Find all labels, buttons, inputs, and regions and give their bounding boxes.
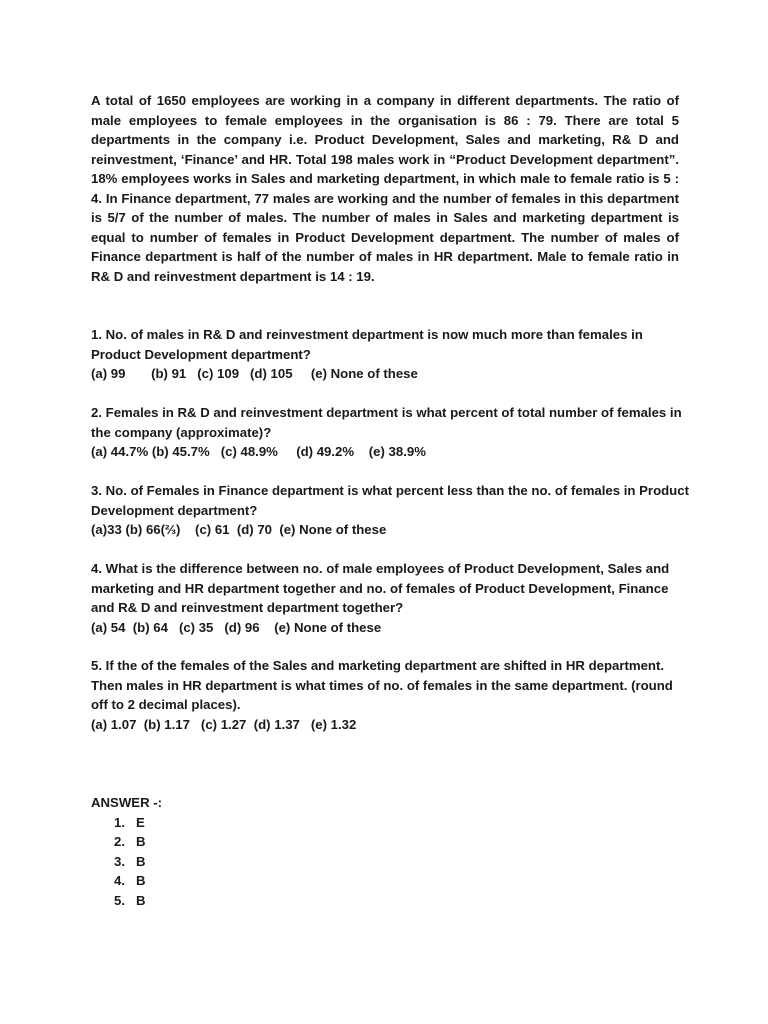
answer-value: B (136, 834, 146, 849)
question-3 (91, 481, 691, 540)
answer-number: 3. (114, 853, 125, 869)
question-text: 4. What is the difference between no. of male employees of Product Development, Sales and marketing and HR department together and no. of females of Product Development, Finance and R& D and reinvestment department together? (91, 561, 673, 615)
question-options: (a) 99 (b) 91 (c) 109 (d) 105 (e) None of these (91, 366, 418, 381)
question-text: 1. No. of males in R& D and reinvestment department is now much more than females in Product Development department? (91, 327, 647, 362)
answer-number: 1. (114, 814, 125, 830)
question-text: 3. No. of Females in Finance department is what percent less than the no. of females in Product Development department? (91, 483, 693, 518)
answer-value: B (136, 873, 146, 888)
answer-value: E (136, 814, 145, 830)
answer-value: B (136, 892, 146, 908)
question-text: 5. If the of the females of the Sales and marketing department are shifted in HR department. Then males in HR department is what times of no. of females in the same department. (round off to 2 decimal places). (91, 658, 677, 712)
answer-item (114, 871, 291, 891)
answer-number: 2. (114, 834, 125, 849)
answer-number: 5. (114, 892, 125, 908)
question-options: (a) 44.7% (b) 45.7% (c) 48.9% (d) 49.2% (e) 38.9% (91, 444, 426, 459)
question-options: (a)33 (b) 66(⅔) (c) 61 (d) 70 (e) None of these (91, 522, 387, 537)
answer-item (114, 891, 291, 911)
answer-item (114, 832, 291, 852)
answer-item (114, 813, 291, 833)
question-1 (91, 325, 691, 384)
question-options: (a) 54 (b) 64 (c) 35 (d) 96 (e) None of these (91, 619, 382, 635)
question-4 (91, 559, 691, 637)
answer-list (91, 813, 291, 911)
question-options: (a) 1.07 (b) 1.17 (c) 1.27 (d) 1.37 (e) 1.32 (91, 716, 357, 732)
answer-value: B (136, 853, 146, 869)
answer-number: 4. (114, 873, 125, 888)
answer-heading: ANSWER -: (91, 795, 163, 810)
question-2 (91, 403, 691, 462)
answer-section (91, 793, 291, 910)
question-text: 2. Females in R& D and reinvestment department is what percent of total number of females in the company (approximate)? (91, 405, 686, 440)
answer-item (114, 852, 291, 872)
question-5 (91, 656, 691, 734)
problem-passage: A total of 1650 employees are working in a company in different departments. The ratio of male employees to female employees in the organisation is 86 : 79. There are total 5 departments in the company i.e. Product Development, Sales and marketing, R& D and reinvestment, ‘Finance’ and HR. Total 198 males work in “Product Development department”. 18% employees works in Sales and marketing department, in which male to female ratio is 5 : 4. In Finance department, 77 males are working and the number of females in this department is 5/7 of the number of males. The number of males in Sales and marketing department is equal to number of females in Product Development department. The number of males of Finance department is half of the number of males in HR department. Male to female ratio in R& D and reinvestment department is 14 : 19. (91, 93, 679, 284)
